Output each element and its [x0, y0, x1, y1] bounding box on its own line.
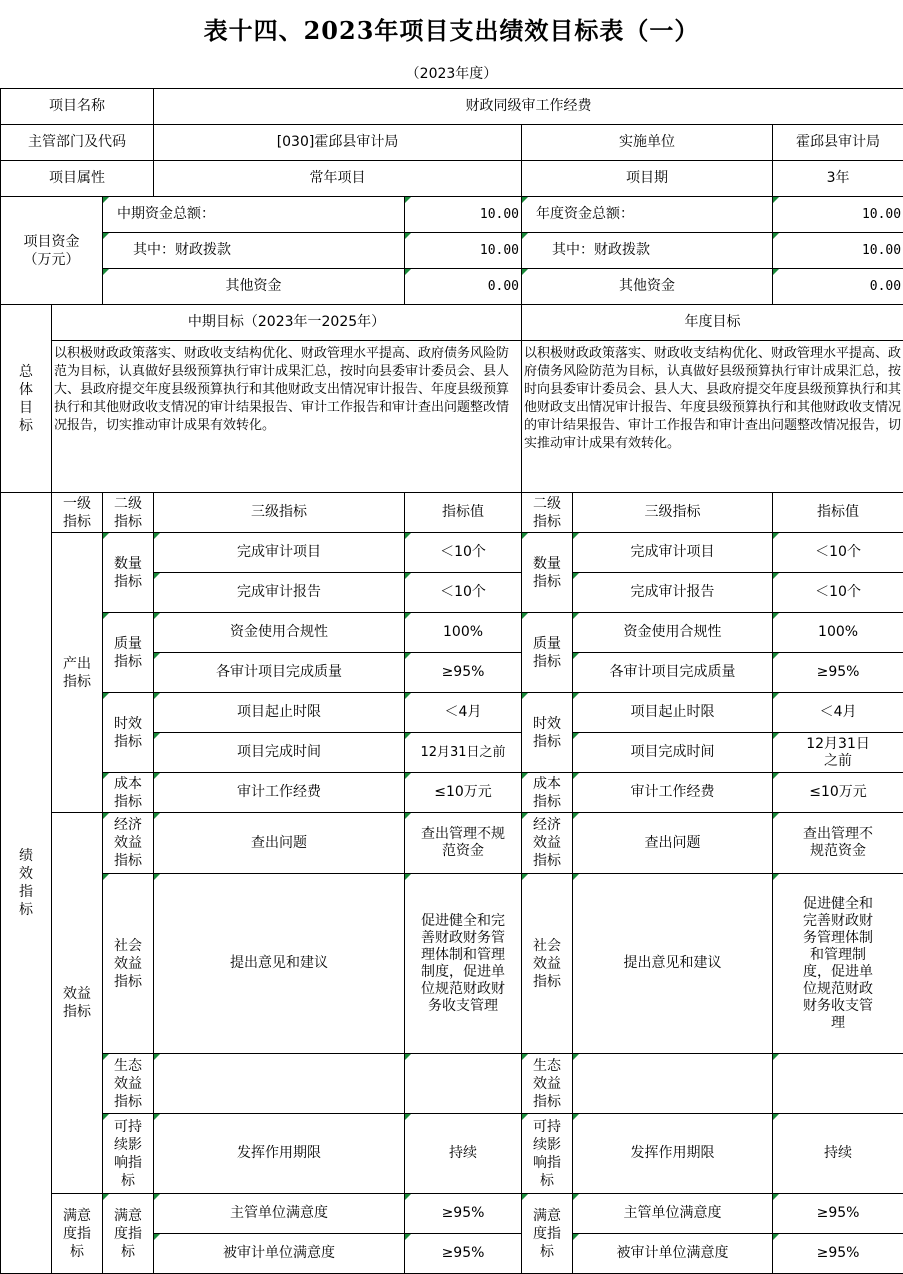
year-other-label: 其他资金	[522, 269, 773, 305]
indicator-name-year: 完成审计项目	[573, 533, 773, 573]
satisfaction2-indicator-label: 满意 度指 标	[103, 1194, 154, 1274]
eco-indicator-label-year: 生态 效益 指标	[522, 1054, 573, 1114]
benefit-indicator-label: 效益 指标	[52, 813, 103, 1194]
indicator-value: ＜10个	[405, 573, 522, 613]
indicator-name-year: 查出问题	[573, 813, 773, 874]
indicator-name: 项目起止时限	[154, 693, 405, 733]
indicator-value: 查出管理不规 范资金	[405, 813, 522, 874]
indicator-name: 各审计项目完成质量	[154, 653, 405, 693]
project-name-label: 项目名称	[1, 89, 154, 125]
indicator-name-empty-year	[573, 1054, 773, 1114]
social-indicator-label-year: 社会 效益 指标	[522, 874, 573, 1054]
indicator-value-year: ≥95%	[773, 1194, 903, 1234]
header-value-year: 指标值	[773, 493, 903, 533]
mid-total-label: 中期资金总额：	[103, 197, 405, 233]
mid-other-value: 0.00	[405, 269, 522, 305]
mid-goal-header: 中期目标（2023年一2025年）	[52, 305, 522, 341]
indicator-value: ≥95%	[405, 1194, 522, 1234]
qty-indicator-label-year: 数量 指标	[522, 533, 573, 613]
performance-table	[0, 88, 903, 1274]
econ-indicator-label-year: 经济 效益 指标	[522, 813, 573, 874]
indicator-value-empty-year	[773, 1054, 903, 1114]
indicator-name-year: 项目完成时间	[573, 733, 773, 773]
year-fiscal-value: 10.00	[773, 233, 903, 269]
year-other-value: 0.00	[773, 269, 903, 305]
qty-indicator-label: 数量 指标	[103, 533, 154, 613]
header-level2-year: 二级 指标	[522, 493, 573, 533]
header-level3-year: 三级指标	[573, 493, 773, 533]
indicator-name-year: 主管单位满意度	[573, 1194, 773, 1234]
satisfaction2-indicator-label-year: 满意 度指 标	[522, 1194, 573, 1274]
indicator-name: 被审计单位满意度	[154, 1234, 405, 1274]
header-value: 指标值	[405, 493, 522, 533]
period-label: 项目期	[522, 161, 773, 197]
mid-goal-text: 以积极财政政策落实、财政收支结构优化、财政管理水平提高、政府债务风险防范为目标，认真做好县级预算执行审计成果汇总，按时向县委审计委员会、县人大、县政府提交年度县级预算执行和其他财政支出情况审计报告、年度县级预算执行和其他财政收支情况的审计结果报告、审计工作报告和审计查出问题整改情况报告，切实推动审计成果有效转化。	[52, 341, 522, 493]
mid-fiscal-label: 其中：财政拨款	[103, 233, 405, 269]
period-value: 3年	[773, 161, 903, 197]
indicator-value-year: 查出管理不 规范资金	[773, 813, 903, 874]
dept-label: 主管部门及代码	[1, 125, 154, 161]
page-title: 表十四、2023年项目支出绩效目标表（一）	[203, 16, 700, 45]
indicator-name: 审计工作经费	[154, 773, 405, 813]
indicator-value: 持续	[405, 1114, 522, 1194]
year-fiscal-label: 其中：财政拨款	[522, 233, 773, 269]
indicator-value-year: ≥95%	[773, 1234, 903, 1274]
social-indicator-label: 社会 效益 指标	[103, 874, 154, 1054]
indicator-value-year: ＜10个	[773, 573, 903, 613]
fiscal-year-label: （2023年度）	[405, 65, 498, 82]
indicator-value-year: 持续	[773, 1114, 903, 1194]
indicator-value: ＜4月	[405, 693, 522, 733]
indicator-value-year: 促进健全和 完善财政财 务管理体制 和管理制 度，促进单 位规范财政 财务收支管 理	[773, 874, 903, 1054]
satisfaction-indicator-label: 满意 度指 标	[52, 1194, 103, 1274]
indicator-value: ≤10万元	[405, 773, 522, 813]
attr-value: 常年项目	[154, 161, 522, 197]
cost-indicator-label-year: 成本 指标	[522, 773, 573, 813]
indicator-value-year: ＜4月	[773, 693, 903, 733]
mid-total-value: 10.00	[405, 197, 522, 233]
eco-indicator-label: 生态 效益 指标	[103, 1054, 154, 1114]
indicator-name-year: 审计工作经费	[573, 773, 773, 813]
indicator-value-year: 100%	[773, 613, 903, 653]
indicator-name-year: 提出意见和建议	[573, 874, 773, 1054]
indicator-value: 100%	[405, 613, 522, 653]
indicator-value-empty	[405, 1054, 522, 1114]
indicator-value: ≥95%	[405, 653, 522, 693]
indicator-value: 12月31日之前	[405, 733, 522, 773]
year-total-label: 年度资金总额：	[522, 197, 773, 233]
attr-label: 项目属性	[1, 161, 154, 197]
indicator-value: ≥95%	[405, 1234, 522, 1274]
impl-label: 实施单位	[522, 125, 773, 161]
indicator-name: 发挥作用期限	[154, 1114, 405, 1194]
indicator-value-year: ＜10个	[773, 533, 903, 573]
overall-goals-label: 总 体 目 标	[1, 305, 52, 493]
quality-indicator-label: 质量 指标	[103, 613, 154, 693]
year-total-value: 10.00	[773, 197, 903, 233]
econ-indicator-label: 经济 效益 指标	[103, 813, 154, 874]
indicator-name: 查出问题	[154, 813, 405, 874]
time-indicator-label: 时效 指标	[103, 693, 154, 773]
indicator-value-year: ≥95%	[773, 653, 903, 693]
sustain-indicator-label-year: 可持 续影 响指 标	[522, 1114, 573, 1194]
sustain-indicator-label: 可持 续影 响指 标	[103, 1114, 154, 1194]
cost-indicator-label: 成本 指标	[103, 773, 154, 813]
output-indicator-label: 产出 指标	[52, 533, 103, 813]
indicator-name-year: 发挥作用期限	[573, 1114, 773, 1194]
quality-indicator-label-year: 质量 指标	[522, 613, 573, 693]
project-name-value: 财政同级审工作经费	[154, 89, 903, 125]
impl-value: 霍邱县审计局	[773, 125, 903, 161]
indicators-label: 绩 效 指 标	[1, 493, 52, 1274]
indicator-name-year: 各审计项目完成质量	[573, 653, 773, 693]
indicator-value-year: 12月31日 之前	[773, 733, 903, 773]
year-goal-header: 年度目标	[522, 305, 903, 341]
indicator-name: 提出意见和建议	[154, 874, 405, 1054]
indicator-name-empty	[154, 1054, 405, 1114]
header-level1: 一级 指标	[52, 493, 103, 533]
indicator-value: ＜10个	[405, 533, 522, 573]
indicator-name: 主管单位满意度	[154, 1194, 405, 1234]
year-goal-text: 以积极财政政策落实、财政收支结构优化、财政管理水平提高、政府债务风险防范为目标，认真做好县级预算执行审计成果汇总，按时向县委审计委员会、县人大、县政府提交年度县级预算执行和其他财政支出情况审计报告、年度县级预算执行和其他财政收支情况的审计结果报告、审计工作报告和审计查出问题整改情况报告，切实推动审计成果有效转化。	[522, 341, 903, 493]
mid-other-label: 其他资金	[103, 269, 405, 305]
time-indicator-label-year: 时效 指标	[522, 693, 573, 773]
indicator-value-year: ≤10万元	[773, 773, 903, 813]
mid-fiscal-value: 10.00	[405, 233, 522, 269]
dept-value: [030]霍邱县审计局	[154, 125, 522, 161]
indicator-value: 促进健全和完 善财政财务管 理体制和管理 制度，促进单 位规范财政财 务收支管理	[405, 874, 522, 1054]
indicator-name: 完成审计项目	[154, 533, 405, 573]
indicator-name-year: 资金使用合规性	[573, 613, 773, 653]
indicator-name-year: 完成审计报告	[573, 573, 773, 613]
funds-label: 项目资金 （万元）	[1, 197, 103, 305]
indicator-name: 完成审计报告	[154, 573, 405, 613]
header-level2: 二级 指标	[103, 493, 154, 533]
indicator-name: 资金使用合规性	[154, 613, 405, 653]
indicator-name-year: 项目起止时限	[573, 693, 773, 733]
indicator-name-year: 被审计单位满意度	[573, 1234, 773, 1274]
indicator-name: 项目完成时间	[154, 733, 405, 773]
header-level3: 三级指标	[154, 493, 405, 533]
